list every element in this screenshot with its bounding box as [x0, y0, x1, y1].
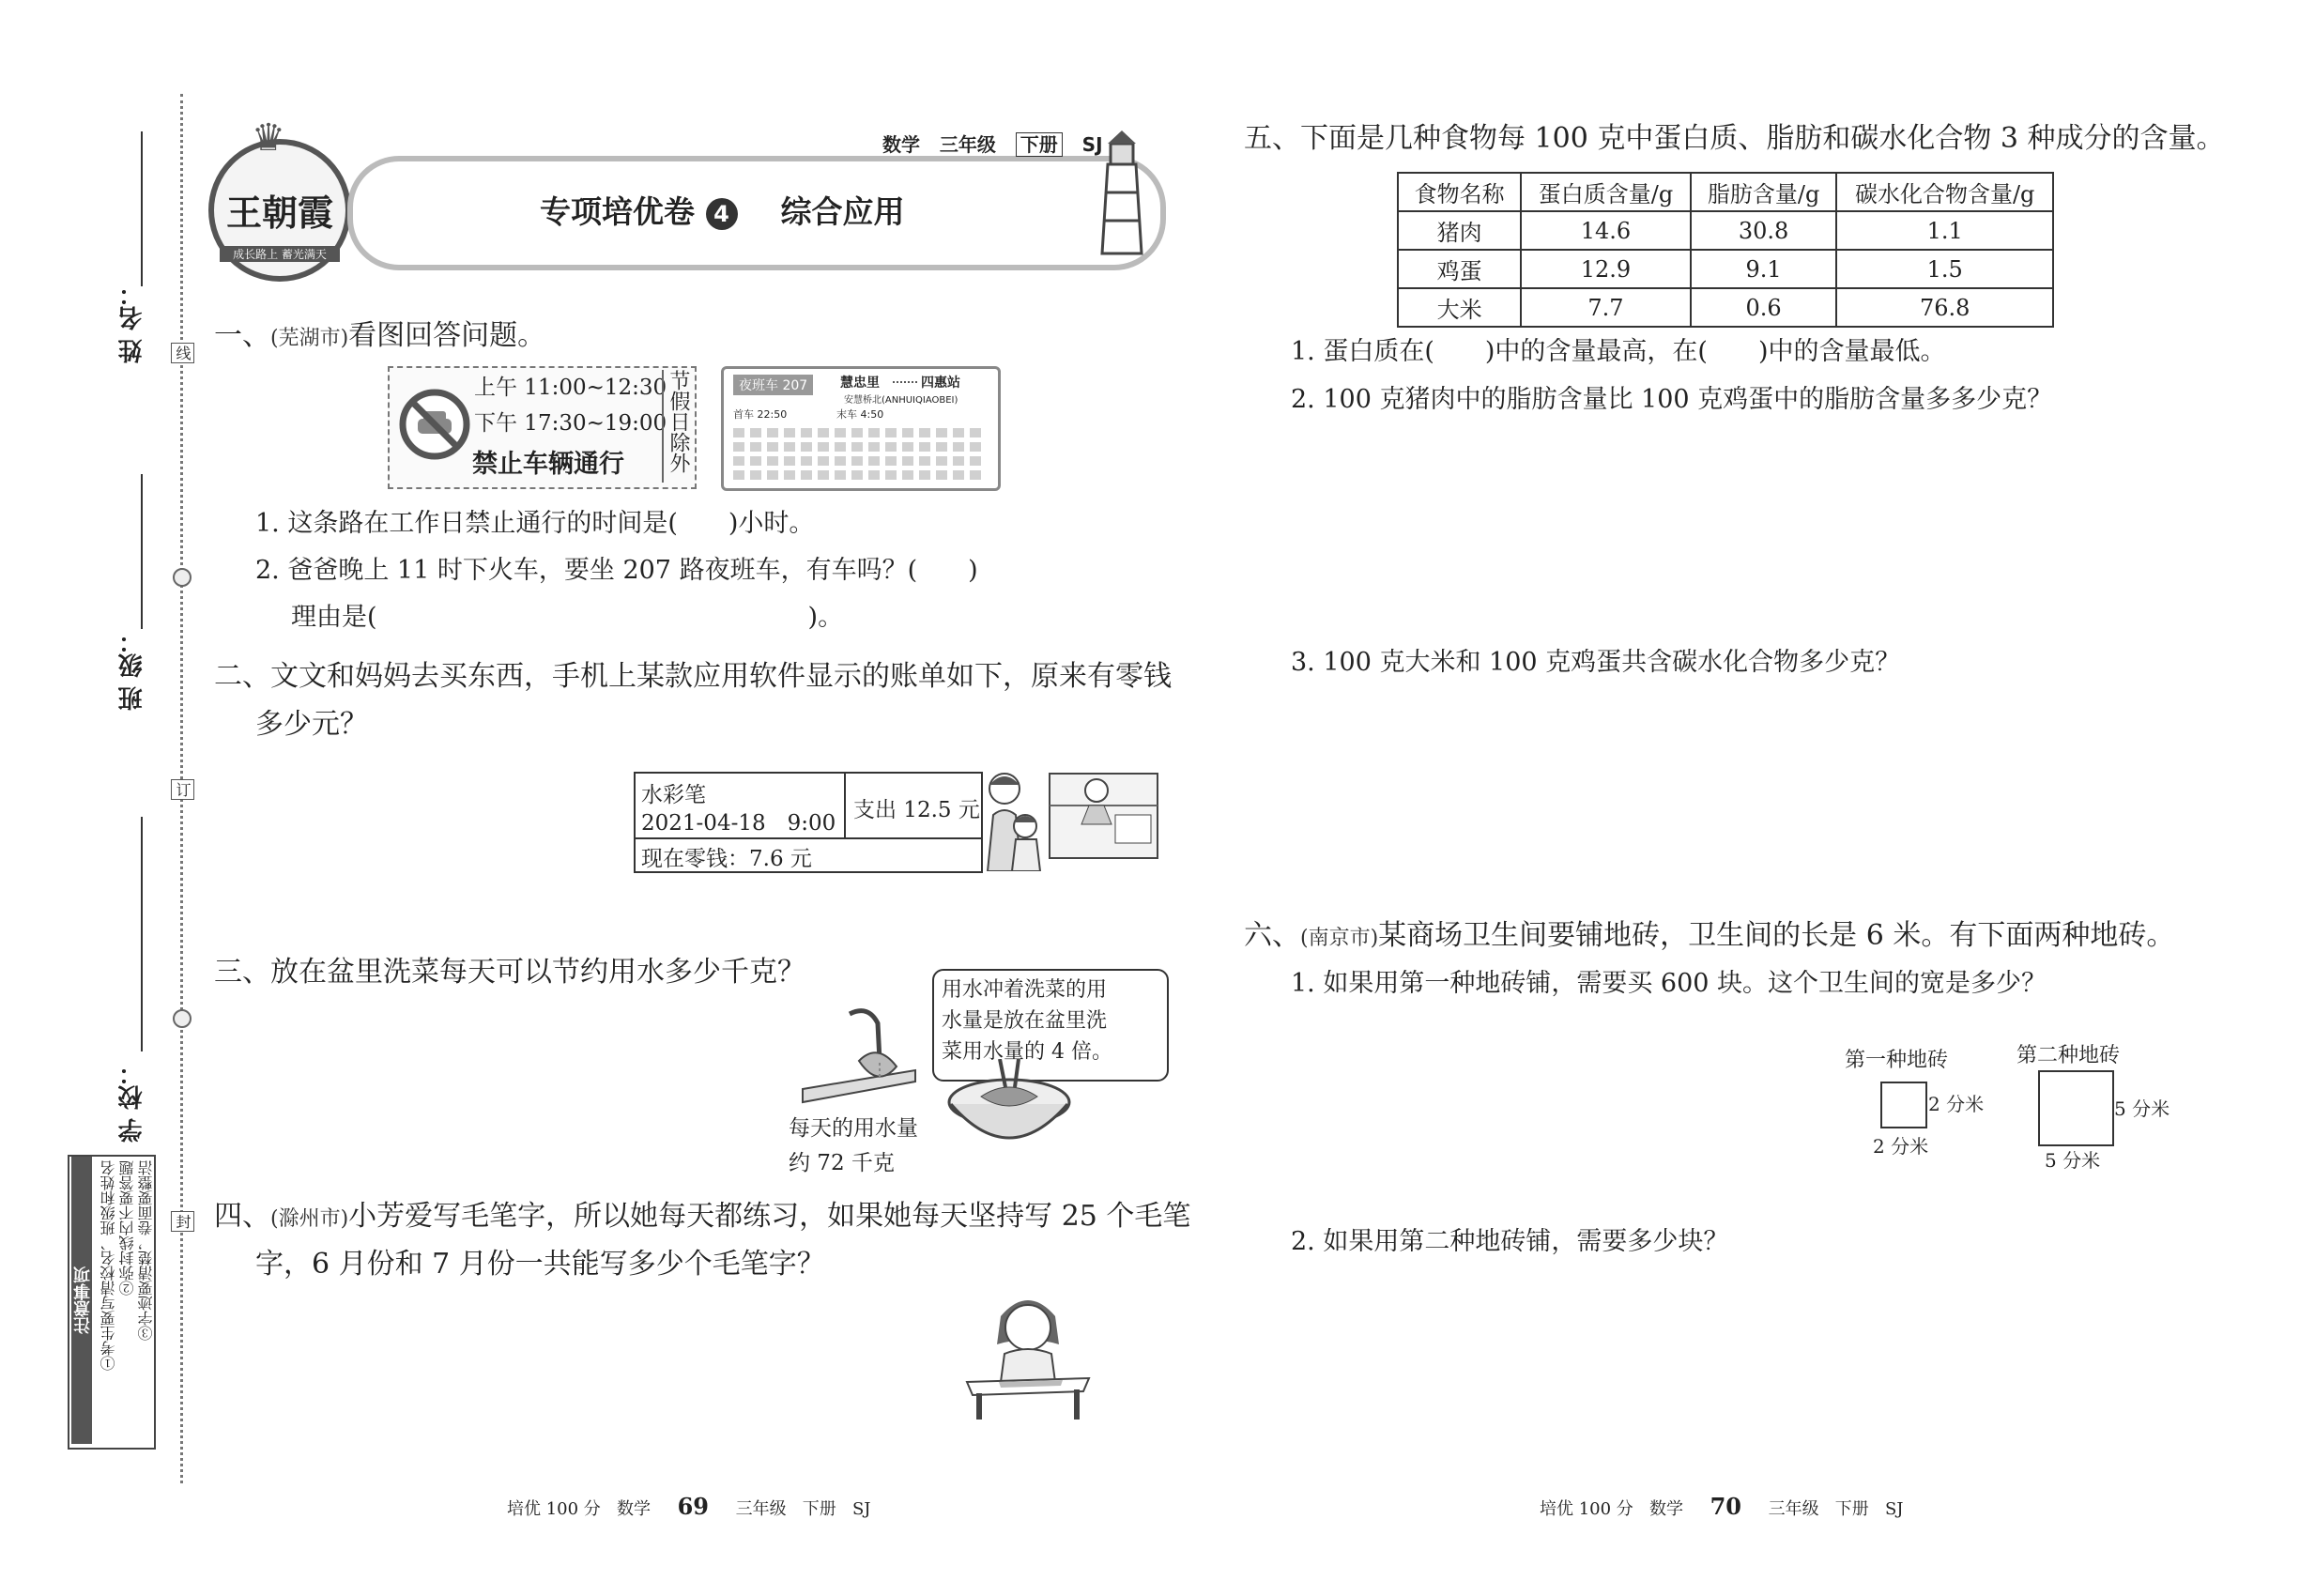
table-cell: 30.8	[1691, 211, 1837, 250]
q1-heading	[214, 314, 545, 361]
tile1-height: 2 分米	[1873, 1135, 1929, 1158]
q2-heading	[214, 654, 1172, 699]
punch-hole-icon	[173, 1009, 192, 1028]
q1-sub2: 2. 爸爸晚上 11 时下火车，要坐 207 路夜班车，有车吗？( )	[255, 556, 978, 585]
q6-region: (南京市)	[1300, 927, 1379, 950]
mother-child-shopping-illustration	[984, 768, 1162, 871]
footer-volume: 下册	[1834, 1499, 1869, 1519]
q6-number: 六、	[1244, 919, 1300, 952]
q4-text-1: 小芳爱写毛笔字，所以她每天都练习，如果她每天坚持写 25 个毛笔	[348, 1200, 1191, 1233]
q3-number: 三、	[214, 956, 270, 989]
lighthouse-icon	[1080, 127, 1164, 258]
sign-side: 节假日除外	[662, 370, 690, 483]
q2-number: 二、	[214, 660, 270, 693]
table-cell: 76.8	[1836, 288, 2053, 327]
bus-stop-sign	[721, 366, 1001, 491]
punch-hole-icon	[173, 568, 192, 587]
tile1-square	[1880, 1082, 1927, 1128]
basin-washing-illustration	[943, 1059, 1075, 1153]
q5-sub2: 2. 100 克猪肉中的脂肪含量比 100 克鸡蛋中的脂肪含量多多少克？	[1291, 385, 2053, 414]
brand-name: 王朝霞	[225, 192, 333, 234]
page-title	[540, 188, 904, 232]
footer-edition: SJ	[1884, 1499, 1904, 1519]
nutrition-table	[1397, 172, 2054, 328]
bill-divider-v	[844, 774, 846, 837]
q5-text: 下面是几种食物每 100 克中蛋白质、脂肪和碳水化合物 3 种成分的含量。	[1300, 122, 2225, 155]
q1-region: (芜湖市)	[270, 327, 349, 350]
footer-volume: 下册	[802, 1499, 836, 1519]
water-caption-1: 每天的用水量	[789, 1116, 918, 1141]
title-topic: 综合应用	[780, 193, 905, 230]
table-cell: 14.6	[1521, 211, 1691, 250]
table-row	[1398, 211, 2053, 250]
bus-to: 四惠站	[921, 376, 960, 391]
bubble-line-1: 用水冲着洗菜的用	[942, 978, 1108, 1002]
footer-brand: 培优 100 分	[507, 1499, 601, 1519]
notice-item-1: ①考生要写清校名、班级和姓名	[100, 1160, 117, 1371]
no-vehicle-icon	[397, 387, 472, 462]
header-meta	[882, 130, 1103, 157]
notice-title: 注意事项	[71, 1157, 92, 1444]
q6-sub2: 2. 如果用第二种地砖铺，需要多少块？	[1291, 1227, 1729, 1256]
table-cell: 1.5	[1836, 250, 2053, 288]
sign-time-2: 下午 17:30~19:00	[474, 411, 667, 436]
q1-sub1: 1. 这条路在工作日禁止通行的时间是( )小时。	[255, 509, 815, 538]
footer-grade: 三年级	[735, 1499, 787, 1519]
q5-number: 五、	[1244, 122, 1300, 155]
bubble-line-2: 水量是放在盆里洗	[942, 1009, 1108, 1033]
bus-route: 夜班车 207	[733, 375, 813, 395]
tile2-height: 5 分米	[2045, 1149, 2101, 1172]
page-number: 69	[677, 1493, 709, 1520]
bus-route-line	[893, 381, 917, 383]
table-row	[1398, 250, 2053, 288]
school-field[interactable]	[141, 817, 143, 1051]
tile2-square	[2038, 1070, 2114, 1146]
no-traffic-sign	[388, 366, 697, 489]
tile2-width: 5 分米	[2114, 1097, 2170, 1120]
brand-slogan: 成长路上 蓄光满天	[220, 246, 340, 262]
bubble-line-3: 菜用水量的 4 倍。	[942, 1040, 1112, 1064]
table-header-row	[1398, 173, 2053, 211]
notice-box	[68, 1155, 156, 1450]
q5-heading	[1244, 116, 2225, 161]
bus-first: 首车 22:50	[733, 408, 788, 421]
q1-text: 看图回答问题。	[348, 319, 546, 352]
title-number-badge: 4	[706, 198, 738, 230]
q2-text-2: 多少元？	[255, 708, 368, 741]
seal-char-2: 订	[171, 779, 194, 800]
bill-card	[634, 772, 983, 873]
table-row	[1398, 288, 2053, 327]
tile1-width: 2 分米	[1928, 1093, 1985, 1115]
table-header-cell: 脂肪含量/g	[1691, 173, 1837, 211]
table-cell: 0.6	[1691, 288, 1837, 327]
class-label: 班 级：	[118, 629, 146, 712]
q4-heading	[214, 1194, 1190, 1242]
bill-item: 水彩笔	[641, 783, 706, 807]
q1-sub2-reason: 理由是( )。	[291, 603, 844, 632]
footer-brand: 培优 100 分	[1540, 1499, 1633, 1519]
school-label: 学 校：	[118, 1061, 146, 1143]
footer-subject: 数学	[1648, 1499, 1683, 1519]
q3-heading	[214, 950, 805, 995]
q6-text: 某商场卫生间要铺地砖，卫生间的长是 6 米。有下面两种地砖。	[1378, 919, 2175, 952]
table-header-cell: 碳水化合物含量/g	[1836, 173, 2053, 211]
table-cell: 猪肉	[1398, 211, 1521, 250]
meta-edition: SJ	[1081, 133, 1103, 156]
bus-stop-grid	[733, 427, 987, 480]
table-cell: 大米	[1398, 288, 1521, 327]
sign-time-1: 上午 11:00~12:30	[474, 376, 667, 400]
table-header-cell: 食物名称	[1398, 173, 1521, 211]
table-cell: 7.7	[1521, 288, 1691, 327]
footer-right	[1540, 1493, 1904, 1520]
title-text: 专项培优卷	[540, 193, 695, 230]
page-number: 70	[1710, 1493, 1741, 1520]
sign-main: 禁止车辆通行	[472, 450, 624, 479]
q4-text-2: 字，6 月份和 7 月份一共能写多少个毛笔字？	[255, 1248, 825, 1281]
table-cell: 鸡蛋	[1398, 250, 1521, 288]
q4-region: (滁州市)	[270, 1207, 349, 1231]
footer-grade: 三年级	[1768, 1499, 1819, 1519]
seal-char-1: 线	[171, 343, 194, 363]
name-label: 姓 名：	[118, 282, 146, 364]
bill-datetime: 2021-04-18 9:00	[641, 811, 836, 836]
bus-from: 慧忠里	[840, 376, 880, 391]
footer-edition: SJ	[851, 1499, 871, 1519]
tile1-label: 第一种地砖	[1845, 1049, 1949, 1072]
tile2-label: 第二种地砖	[2016, 1044, 2121, 1067]
bill-balance: 现在零钱：7.6 元	[641, 847, 812, 871]
q4-number: 四、	[214, 1200, 270, 1233]
table-cell: 1.1	[1836, 211, 2053, 250]
notice-item-2: ②弥封线内不要答题	[118, 1160, 136, 1296]
q3-text: 放在盆里洗菜每天可以节约用水多少千克？	[270, 956, 805, 989]
seal-char-3: 封	[171, 1211, 194, 1232]
faucet-washing-illustration	[793, 1005, 925, 1108]
q6-sub1: 1. 如果用第一种地砖铺，需要买 600 块。这个卫生间的宽是多少？	[1291, 969, 2047, 998]
bus-alt-stop: 安慧桥北(ANHUIQIAOBEI)	[844, 395, 958, 406]
q6-heading	[1244, 913, 2174, 961]
q5-sub1: 1. 蛋白质在( )中的含量最高，在( )中的含量最低。	[1291, 337, 1946, 366]
bill-expense: 支出 12.5 元	[853, 798, 980, 822]
meta-grade: 三年级	[939, 133, 996, 156]
table-cell: 9.1	[1691, 250, 1837, 288]
crown-icon: ♛	[252, 116, 285, 160]
footer-left	[507, 1493, 871, 1520]
meta-volume: 下册	[1016, 132, 1063, 157]
table-cell: 12.9	[1521, 250, 1691, 288]
brand-badge	[208, 116, 351, 282]
bill-divider-h	[636, 837, 981, 839]
bus-last: 末车 4:50	[836, 408, 884, 421]
meta-subject: 数学	[882, 133, 920, 156]
name-field[interactable]	[141, 131, 143, 286]
notice-item-3: ③字迹要清楚，卷面要整洁	[137, 1160, 155, 1341]
table-header-cell: 蛋白质含量/g	[1521, 173, 1691, 211]
q1-number: 一、	[214, 319, 270, 352]
q5-sub3: 3. 100 克大米和 100 克鸡蛋共含碳水化合物多少克？	[1291, 648, 1901, 677]
q2-text-1: 文文和妈妈去买东西，手机上某款应用软件显示的账单如下，原来有零钱	[270, 660, 1172, 693]
footer-subject: 数学	[616, 1499, 651, 1519]
girl-calligraphy-illustration	[958, 1288, 1098, 1420]
class-field[interactable]	[141, 474, 143, 629]
water-caption-2: 约 72 千克	[789, 1151, 895, 1175]
